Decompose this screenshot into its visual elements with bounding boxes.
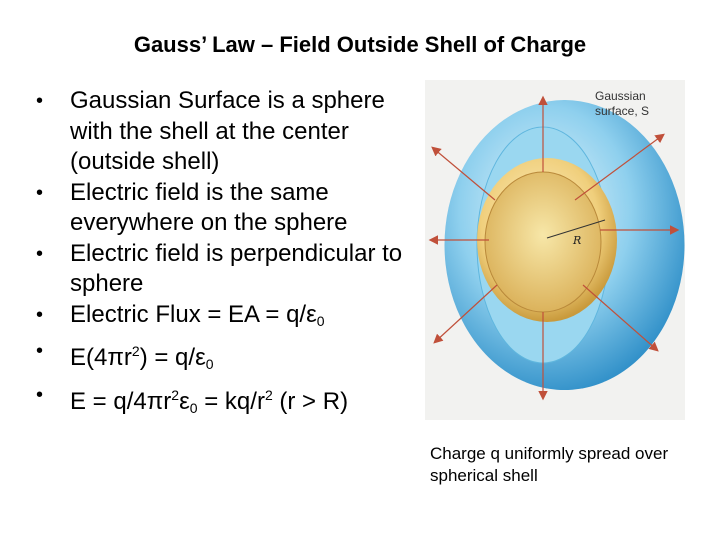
bullet-text: = kq/r	[197, 387, 265, 415]
bullet-item	[34, 178, 414, 239]
superscript: 2	[171, 386, 180, 403]
bullet-marker: •	[36, 181, 44, 204]
superscript: 2	[264, 386, 273, 403]
bullet-text: (r > R)	[272, 387, 349, 415]
bullet-text: Electric Flux = EA = q/ε	[70, 300, 317, 328]
figure-caption: Charge q uniformly spread over spherical shell	[430, 444, 669, 485]
bullet-marker: •	[36, 303, 44, 326]
bullet-text: ε	[179, 387, 190, 415]
bullet-text: Electric field is perpendicular to sphere	[70, 239, 403, 297]
surface-label: surface, S	[595, 104, 650, 118]
bullet-marker: •	[36, 242, 44, 265]
bullet-text: ) = q/ε	[139, 344, 206, 371]
bullet-item	[34, 239, 414, 300]
bullet-item	[34, 300, 414, 337]
superscript: 2	[131, 343, 140, 359]
gaussian-sphere-figure	[425, 80, 685, 420]
subscript: 0	[205, 356, 214, 372]
bullet-item	[34, 336, 414, 380]
bullet-marker: •	[36, 383, 44, 406]
gaussian-label: Gaussian	[595, 89, 646, 103]
bullet-text: E(4πr	[70, 344, 132, 371]
subscript: 0	[189, 399, 198, 416]
bullet-marker: •	[36, 90, 44, 112]
bullet-item	[34, 380, 414, 424]
bullet-item	[34, 86, 414, 178]
slide-title: Gauss’ Law – Field Outside Shell of Charge	[133, 32, 587, 57]
bullet-list	[34, 86, 414, 423]
bullet-marker: •	[36, 340, 44, 362]
bullet-text: Gaussian Surface is a sphere with the shell at the center (outside shell)	[70, 87, 385, 175]
bullet-text: Electric field is the same everywhere on the sphere	[70, 178, 348, 236]
radius-label: R	[573, 234, 582, 247]
bullet-text: E = q/4πr	[70, 387, 172, 415]
subscript: 0	[316, 312, 325, 329]
